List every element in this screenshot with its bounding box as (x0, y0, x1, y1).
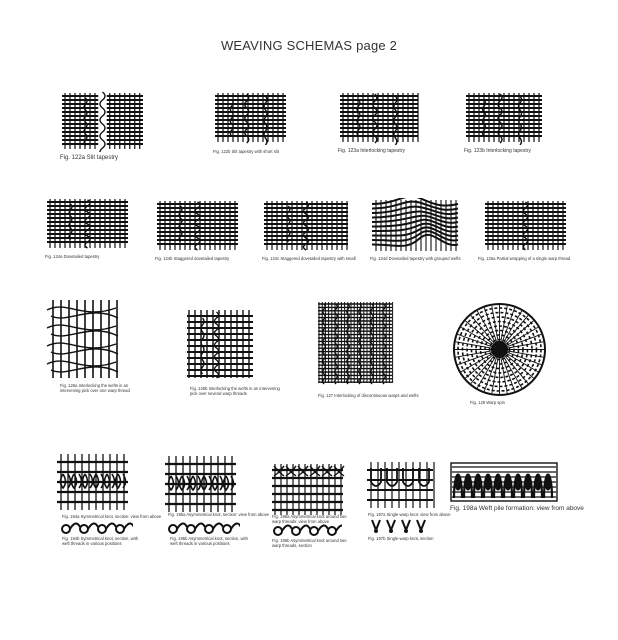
weave-diagram (60, 90, 145, 152)
caption-198a: Fig. 198a Weft pile formation: view from above (450, 505, 584, 512)
figure-123a (338, 90, 420, 145)
caption-124a: Fig. 124a Dovetailed tapestry (45, 254, 100, 259)
weave-diagram (316, 300, 394, 385)
caption-126b: Fig. 126b Interlocking the wefts in an intervening pick over several warp threads (190, 386, 280, 396)
weave-diagram (483, 198, 568, 253)
figure-126b (185, 308, 255, 380)
figure-194a (55, 452, 130, 512)
weave-diagram (45, 196, 130, 251)
figure-124a (45, 196, 130, 251)
figure-127 (316, 300, 394, 385)
caption-197a: Fig. 197a Single-warp knot: view from above (368, 512, 451, 517)
figure-195b (165, 518, 240, 534)
weave-diagram (58, 518, 133, 534)
weave-diagram (370, 198, 460, 253)
figure-195a (163, 454, 238, 514)
figure-124b (155, 198, 240, 253)
figure-197b (368, 518, 428, 534)
caption-197b: Fig. 197b Single-warp knot, section (368, 536, 434, 541)
weave-diagram (55, 452, 130, 512)
weave-diagram (270, 522, 342, 536)
caption-127: Fig. 127 Interlocking of discontinuous warps and wefts (318, 393, 419, 398)
weave-diagram (450, 462, 558, 502)
weave-diagram (45, 298, 120, 380)
weave-diagram (213, 90, 288, 145)
caption-194b: Fig. 194b Symmetrical knot, section, with weft threads in various positions (62, 536, 139, 546)
figure-128 (452, 302, 547, 397)
weave-diagram (464, 90, 544, 145)
figure-196b (270, 522, 342, 536)
weave-diagram (155, 198, 240, 253)
caption-126a: Fig. 126a Interlocking the wefts in an intervening pick over one warp thread (60, 383, 130, 393)
caption-128: Fig. 128 Warp spin (470, 400, 505, 405)
caption-123a: Fig. 123a Interlocking tapestry (338, 148, 405, 154)
caption-124b: Fig. 124b Staggered dovetailed tapestry (155, 256, 230, 261)
figure-123b (464, 90, 544, 145)
weave-diagram (262, 198, 350, 253)
caption-194a: Fig. 194a Symmetrical knot, section: view from above (62, 514, 162, 519)
caption-122a: Fig. 122a Slit tapestry (60, 155, 119, 161)
caption-122b: Fig. 122b Slit tapestry with short slit (213, 149, 279, 154)
weave-diagram (185, 308, 255, 380)
weave-diagram (163, 454, 238, 514)
weave-diagram (365, 460, 435, 510)
caption-195b: Fig. 195b Asymmetrical knot, section, with weft threads in various positions (170, 536, 248, 546)
caption-195a: Fig. 195a Asymmetrical knot, section: view from above (168, 512, 270, 517)
caption-123b: Fig. 123b Interlocking tapestry (464, 148, 531, 154)
figure-124d (370, 198, 460, 253)
caption-196a: Fig. 196a Asymmetrical knot around two warp threads: view from above (272, 514, 347, 524)
figure-126a (45, 298, 120, 380)
figure-194b (58, 518, 133, 534)
figure-125a (483, 198, 568, 253)
figure-196a (270, 462, 345, 517)
page-title: WEAVING SCHEMAS page 2 (220, 38, 398, 53)
caption-124d: Fig. 124d Dovetailed tapestry with grouped wefts (370, 256, 461, 261)
weave-diagram (368, 518, 428, 534)
caption-124c: Fig. 124c Staggered dovetailed tapestry with small (262, 256, 356, 261)
figure-122a (60, 90, 145, 152)
figure-197a (365, 460, 435, 510)
figure-198a (450, 462, 558, 502)
weave-diagram (165, 518, 240, 534)
caption-125a: Fig. 125a Partial wrapping of a single warp thread (478, 256, 571, 261)
weave-diagram (338, 90, 420, 145)
figure-122b (213, 90, 288, 145)
weave-diagram (270, 462, 345, 517)
figure-124c (262, 198, 350, 253)
weave-diagram (452, 302, 547, 397)
caption-196b: Fig. 196b Asymmetrical knot around two warp threads, section (272, 538, 347, 548)
